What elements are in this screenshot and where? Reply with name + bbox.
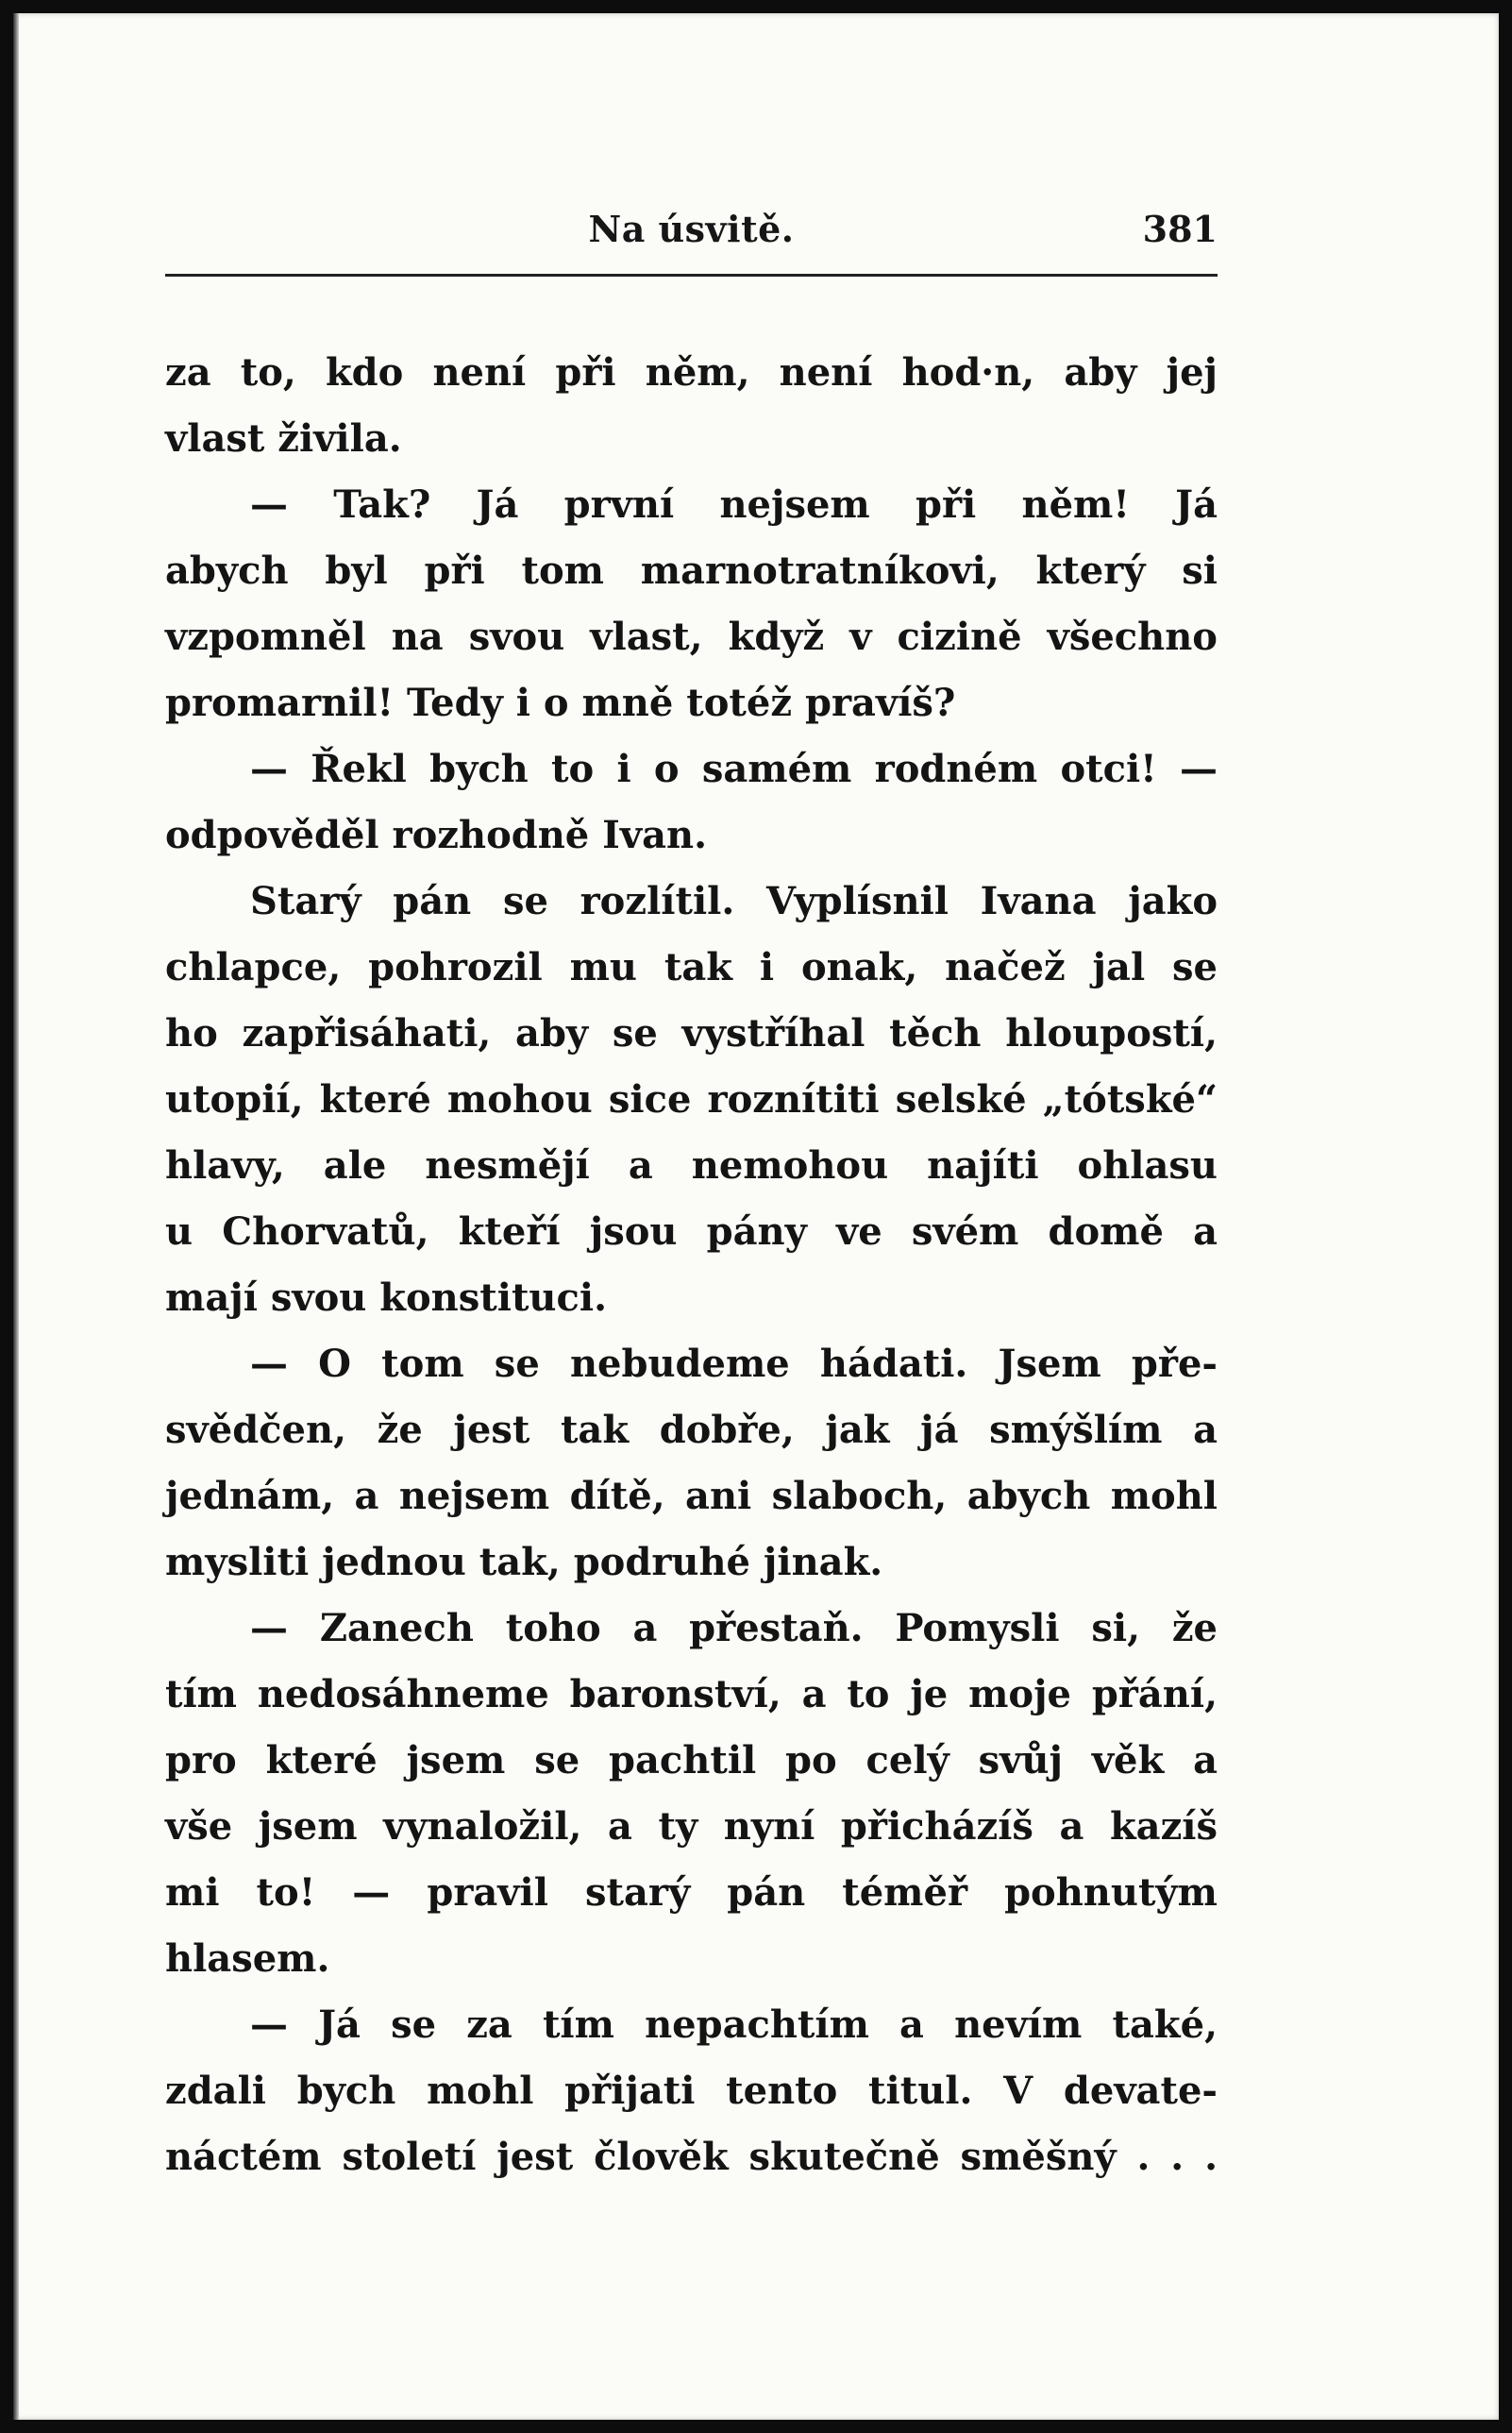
text-line: hlavy, ale nesmějí a nemohou najíti ohlasu	[165, 1143, 1218, 1188]
page-number: 381	[1142, 208, 1218, 250]
text-line: vše jsem vynaložil, a ty nyní přicházíš a kazíš	[165, 1804, 1218, 1849]
text-line: hlasem.	[165, 1936, 330, 1981]
text-line: odpověděl rozhodně Ivan.	[165, 813, 708, 857]
text-line: — Zanech toho a přestaň. Pomysli si, že	[250, 1606, 1218, 1650]
page-header	[165, 200, 1218, 266]
text-line: vlast živila.	[165, 416, 402, 461]
text-line: mají svou konstituci.	[165, 1276, 607, 1320]
text-line: svědčen, že jest tak dobře, jak já smýšlím a	[165, 1408, 1218, 1452]
text-line: u Chorvatů, kteří jsou pány ve svém domě a	[165, 1209, 1218, 1254]
text-line: náctém století jest člověk skutečně směšný . . .	[165, 2135, 1218, 2179]
header-rule	[165, 274, 1218, 277]
text-line: tím nedosáhneme baronství, a to je moje přání,	[165, 1672, 1218, 1716]
text-line: mysliti jednou tak, podruhé jinak.	[165, 1540, 883, 1584]
text-line: pro které jsem se pachtil po celý svůj věk a	[165, 1738, 1218, 1783]
body-text	[165, 340, 1218, 2190]
text-line: promarnil! Tedy i o mně totéž pravíš?	[165, 681, 956, 725]
text-line: — Tak? Já první nejsem při něm! Já	[250, 482, 1218, 527]
text-line: utopií, které mohou sice roznítiti selské „tótské“	[165, 1077, 1218, 1122]
text-line: za to, kdo není při něm, není hod·n, aby jej	[165, 350, 1218, 395]
text-line: chlapce, pohrozil mu tak i onak, načež jal se	[165, 945, 1218, 989]
text-line: jednám, a nejsem dítě, ani slaboch, abych mohl	[165, 1474, 1218, 1518]
text-line: vzpomněl na svou vlast, když v cizině všechno	[165, 615, 1218, 659]
text-line: zdali bych mohl přijati tento titul. V devate-	[165, 2069, 1218, 2113]
text-line: mi to! — pravil starý pán téměř pohnutým	[165, 1870, 1218, 1915]
text-line: — Já se za tím nepachtím a nevím také,	[250, 2002, 1218, 2047]
text-line: ho zapřisáhati, aby se vystříhal těch hloupostí,	[165, 1011, 1218, 1056]
text-line: — O tom se nebudeme hádati. Jsem pře-	[250, 1342, 1218, 1386]
running-title: Na úsvitě.	[588, 208, 795, 250]
page-binding-edge	[13, 13, 19, 2420]
text-line: Starý pán se rozlítil. Vyplísnil Ivana jako	[250, 879, 1218, 923]
text-line: abych byl při tom marnotratníkovi, který si	[165, 549, 1218, 593]
text-line: — Řekl bych to i o samém rodném otci! —	[250, 747, 1218, 791]
